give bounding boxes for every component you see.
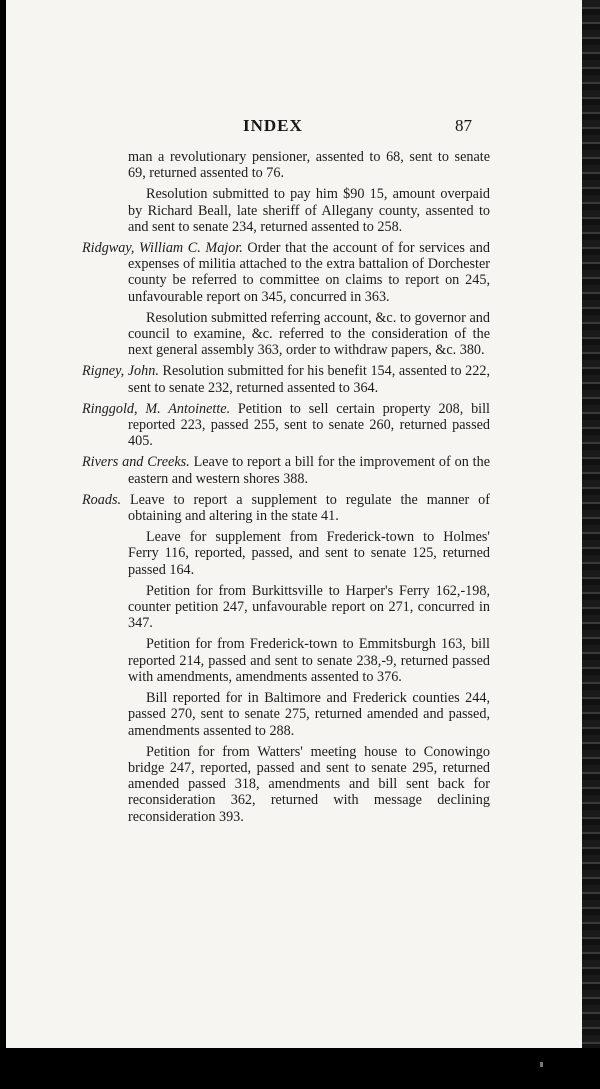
index-entry-roads: Roads. Leave to report a supplement to regulate the manner of obtaining and altering in the state 41.: [82, 491, 491, 525]
index-paragraph: man a revolutionary pensioner, assented to 68, sent to senate 69, returned assented to 76.: [128, 149, 490, 182]
index-paragraph: Petition for from Watters' meeting house to Conowingo bridge 247, reported, passed and sent to senate 295, returned amended passed 318, amendments and bill sent back for reconsideration 362, returned with message declining reconsideration 393.: [128, 743, 490, 825]
scan-speck: [540, 1062, 543, 1067]
index-paragraph: Leave for supplement from Frederick-town to Holmes' Ferry 116, reported, passed, and sent to senate 125, returned passed 164.: [128, 529, 490, 578]
entry-name: Rigney, John.: [82, 363, 159, 380]
index-paragraph: Petition for from Frederick-town to Emmitsburgh 163, bill reported 214, passed and sent to senate 238,-9, returned passed with amendments, amendments assented to 376.: [128, 636, 490, 685]
book-page: [6, 0, 582, 1048]
entry-name: Roads.: [82, 491, 122, 508]
page-header: [6, 116, 582, 138]
index-paragraph: Petition for from Burkittsville to Harper's Ferry 162,-198, counter petition 247, unfavourable report on 271, concurred in 347.: [128, 582, 490, 632]
page-gutter: [582, 0, 600, 1048]
page-title: INDEX: [243, 116, 303, 135]
index-text: [78, 149, 490, 830]
index-entry-rigney: Rigney, John. Resolution submitted for his benefit 154, assented to 222, sent to senate 232, returned assented to 364.: [82, 363, 491, 396]
index-paragraph: Resolution submitted referring account, &c. to governor and council to examine, &c. referred to the consideration of the next general assembly 363, order to withdraw papers, &c. 380.: [128, 309, 490, 359]
index-paragraph: Resolution submitted to pay him $90 15, amount overpaid by Richard Beall, late sheriff of Allegany county, assented to and sent to senate 234, returned assented to 258.: [128, 186, 490, 235]
entry-name: Rivers and Creeks.: [82, 454, 190, 471]
page-number: 87: [455, 116, 472, 135]
index-entry-rivers: Rivers and Creeks. Leave to report a bill for the improvement of on the eastern and western shores 388.: [82, 454, 491, 487]
scan-border: [0, 1048, 600, 1089]
index-entry-ridgway: Ridgway, William C. Major. Order that the account of for services and expenses of militia attached to the extra battalion of Dorchester county be referred to committee on claims to report on 245, unfavourable report on 345, concurred in 363.: [82, 240, 490, 305]
entry-name: Ringgold, M. Antoinette.: [82, 400, 231, 417]
index-entry-ringgold: Ringgold, M. Antoinette. Petition to sell certain property 208, bill reported 223, passed 255, sent to senate 260, returned passed 405.: [82, 400, 490, 450]
index-paragraph: Bill reported for in Baltimore and Frederick counties 244, passed 270, sent to senate 275, returned amended and passed, amendments assented to 288.: [128, 690, 490, 739]
entry-name: Ridgway, William C. Major.: [82, 240, 243, 257]
